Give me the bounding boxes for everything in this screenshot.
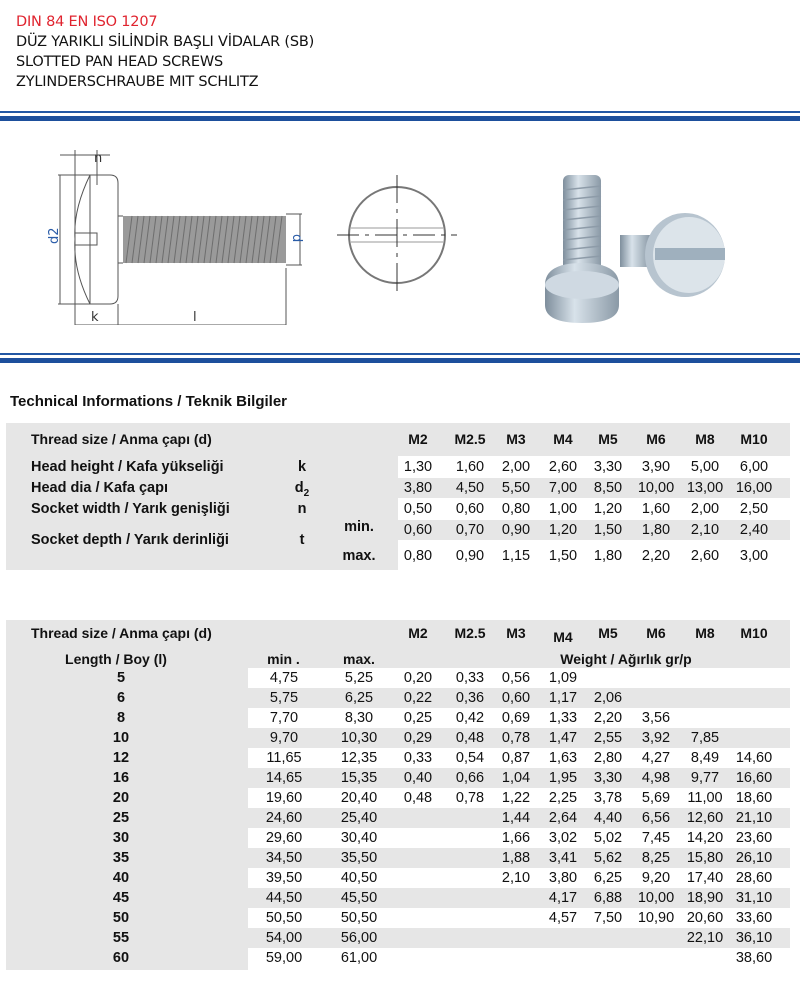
size-column-header: M2.5 — [454, 625, 486, 641]
spec-label: Socket width / Yarık genişliği — [31, 501, 230, 517]
symbol-text: k — [297, 459, 307, 475]
weight-value: 7,85 — [690, 730, 720, 746]
weight-value: 1,04 — [501, 770, 531, 786]
max-header: max. — [343, 651, 375, 667]
length-min: 59,00 — [265, 950, 303, 966]
thread-size-header: Thread size / Anma çapı (d) — [31, 625, 212, 641]
weight-value: 33,60 — [735, 910, 773, 926]
length-value: 60 — [112, 950, 130, 966]
weight-row — [6, 728, 790, 748]
spec-value: 1,50 — [548, 548, 578, 564]
min-header: min . — [267, 651, 300, 667]
length-min: 24,60 — [265, 810, 303, 826]
length-max: 50,50 — [340, 910, 378, 926]
weight-value: 0,66 — [455, 770, 485, 786]
weight-value: 1,22 — [501, 790, 531, 806]
spec-value: 0,90 — [501, 522, 531, 538]
size-column-header: M3 — [506, 625, 526, 641]
standard-code: DIN 84 EN ISO 1207 — [16, 14, 158, 30]
spec-row — [6, 498, 790, 518]
weight-row — [6, 928, 790, 948]
spec-value: 6,00 — [739, 459, 769, 475]
weight-value: 11,00 — [687, 790, 723, 806]
length-max: 20,40 — [340, 790, 378, 806]
weight-value: 1,95 — [548, 770, 578, 786]
weight-table — [6, 620, 790, 970]
weight-value: 4,40 — [593, 810, 623, 826]
spec-symbol — [290, 499, 314, 519]
weight-value: 9,20 — [641, 870, 671, 886]
length-max: 56,00 — [340, 930, 378, 946]
size-column-header: M2 — [408, 625, 428, 641]
weight-value: 2,64 — [548, 810, 578, 826]
length-min: 44,50 — [265, 890, 303, 906]
spec-value: 13,00 — [686, 480, 724, 496]
weight-row — [6, 808, 790, 828]
weight-value: 0,42 — [455, 710, 485, 726]
length-max: 35,50 — [340, 850, 378, 866]
weight-row — [6, 908, 790, 928]
spec-value: 0,70 — [455, 522, 485, 538]
spec-value: 3,00 — [739, 548, 769, 564]
weight-value: 21,10 — [735, 810, 773, 826]
weight-value: 3,92 — [641, 730, 671, 746]
product-photo — [535, 155, 745, 330]
spec-value: 3,90 — [641, 459, 671, 475]
weight-value: 0,54 — [455, 750, 485, 766]
weight-value: 7,45 — [641, 830, 671, 846]
weight-value: 3,02 — [548, 830, 578, 846]
label-k: k — [91, 310, 99, 325]
length-max: 12,35 — [340, 750, 378, 766]
weight-value: 1,33 — [548, 710, 578, 726]
document-header — [16, 12, 314, 92]
weight-value: 0,56 — [501, 670, 531, 686]
weight-value: 2,55 — [593, 730, 623, 746]
spec-value: 1,00 — [548, 501, 578, 517]
size-column-header: M10 — [740, 431, 768, 447]
weight-value: 8,25 — [641, 850, 671, 866]
weight-value: 4,27 — [641, 750, 671, 766]
weight-value: 2,06 — [593, 690, 623, 706]
weight-value: 0,48 — [403, 790, 433, 806]
weight-value: 3,80 — [548, 870, 578, 886]
weight-value: 0,29 — [403, 730, 433, 746]
weight-value: 23,60 — [735, 830, 773, 846]
size-column-header: M4 — [553, 431, 573, 447]
label-l: l — [193, 310, 197, 325]
weight-row — [6, 768, 790, 788]
spec-value: 5,50 — [501, 480, 531, 496]
length-value: 30 — [112, 830, 130, 846]
weight-value: 4,57 — [548, 910, 578, 926]
size-column-header: M2.5 — [454, 431, 486, 447]
weight-value: 0,36 — [455, 690, 485, 706]
spec-value: 8,50 — [593, 480, 623, 496]
weight-value: 2,10 — [501, 870, 531, 886]
size-column-header: M3 — [506, 431, 526, 447]
spec-value: 0,60 — [403, 522, 433, 538]
length-min: 39,50 — [265, 870, 303, 886]
spec-row — [6, 519, 790, 548]
weight-value: 0,33 — [455, 670, 485, 686]
weight-value: 6,25 — [593, 870, 623, 886]
weight-value: 31,10 — [735, 890, 773, 906]
spec-value: 7,00 — [548, 480, 578, 496]
spec-row — [6, 477, 790, 497]
weight-value: 0,60 — [501, 690, 531, 706]
size-column-header: M6 — [646, 431, 666, 447]
spec-value: 4,50 — [455, 480, 485, 496]
weight-value: 14,20 — [686, 830, 724, 846]
weight-value: 18,60 — [735, 790, 773, 806]
length-max: 25,40 — [340, 810, 378, 826]
weight-value: 5,62 — [593, 850, 623, 866]
weight-value: 1,88 — [501, 850, 531, 866]
header-divider — [0, 111, 800, 121]
weight-value: 2,80 — [593, 750, 623, 766]
length-max: 15,35 — [340, 770, 378, 786]
spec-value: 1,20 — [593, 501, 623, 517]
length-max: 40,50 — [340, 870, 378, 886]
weight-value: 0,25 — [403, 710, 433, 726]
title-turkish: DÜZ YARIKLI SİLİNDİR BAŞLI VİDALAR (SB) — [16, 34, 315, 50]
drawing-divider — [0, 353, 800, 363]
spec-qualifier: min. — [344, 519, 374, 535]
weight-header: Weight / Ağırlık gr/p — [560, 651, 692, 667]
length-value: 16 — [112, 770, 130, 786]
length-min: 50,50 — [265, 910, 303, 926]
size-column-header: M2 — [408, 431, 428, 447]
spec-value: 2,00 — [690, 501, 720, 517]
thread-size-header: Thread size / Anma çapı (d) — [31, 431, 212, 447]
weight-value: 1,66 — [501, 830, 531, 846]
size-column-header: M8 — [695, 431, 715, 447]
length-min: 19,60 — [265, 790, 303, 806]
weight-row — [6, 828, 790, 848]
weight-value: 4,17 — [548, 890, 578, 906]
spec-value: 1,20 — [548, 522, 578, 538]
length-value: 35 — [112, 850, 130, 866]
length-value: 8 — [116, 710, 126, 726]
spec-value: 2,10 — [690, 522, 720, 538]
weight-value: 20,60 — [686, 910, 724, 926]
spec-row — [6, 456, 790, 476]
weight-value: 15,80 — [686, 850, 724, 866]
weight-value: 5,02 — [593, 830, 623, 846]
spec-value: 1,60 — [455, 459, 485, 475]
weight-value: 6,88 — [593, 890, 623, 906]
weight-value: 5,69 — [641, 790, 671, 806]
length-value: 25 — [112, 810, 130, 826]
weight-value: 1,17 — [548, 690, 578, 706]
label-d: d — [289, 234, 304, 243]
length-max: 45,50 — [340, 890, 378, 906]
length-value: 12 — [112, 750, 130, 766]
spec-row — [6, 540, 790, 564]
spec-value: 0,90 — [455, 548, 485, 564]
length-min: 29,60 — [265, 830, 303, 846]
weight-value: 10,00 — [637, 890, 675, 906]
weight-value: 7,50 — [593, 910, 623, 926]
weight-value: 16,60 — [735, 770, 773, 786]
spec-value: 1,30 — [403, 459, 433, 475]
length-min: 34,50 — [265, 850, 303, 866]
weight-value: 17,40 — [686, 870, 724, 886]
spec-value: 2,20 — [641, 548, 671, 564]
size-column-header: M5 — [598, 625, 618, 641]
length-value: 6 — [116, 690, 126, 706]
spec-qualifier: max. — [342, 548, 376, 564]
weight-row — [6, 848, 790, 868]
length-min: 9,70 — [269, 730, 299, 746]
weight-value: 1,47 — [548, 730, 578, 746]
length-min: 5,75 — [269, 690, 299, 706]
length-max: 10,30 — [340, 730, 378, 746]
length-min: 14,65 — [265, 770, 303, 786]
weight-value: 2,20 — [593, 710, 623, 726]
symbol-text: n — [297, 501, 307, 517]
length-max: 61,00 — [340, 950, 378, 966]
spec-value: 2,50 — [739, 501, 769, 517]
length-value: 10 — [112, 730, 130, 746]
weight-row — [6, 948, 790, 968]
weight-value: 3,56 — [641, 710, 671, 726]
size-column-header: M8 — [695, 625, 715, 641]
size-column-header: M6 — [646, 625, 666, 641]
weight-value: 4,98 — [641, 770, 671, 786]
weight-value: 36,10 — [735, 930, 773, 946]
weight-value: 9,77 — [690, 770, 720, 786]
length-value: 55 — [112, 930, 130, 946]
weight-row — [6, 868, 790, 888]
weight-value: 38,60 — [735, 950, 773, 966]
weight-value: 0,69 — [501, 710, 531, 726]
title-german: ZYLINDERSCHRAUBE MIT SCHLITZ — [16, 74, 259, 90]
symbol-text: t — [299, 532, 305, 548]
weight-value: 0,22 — [403, 690, 433, 706]
length-max: 8,30 — [344, 710, 374, 726]
weight-value: 14,60 — [735, 750, 773, 766]
weight-value: 12,60 — [686, 810, 724, 826]
length-value: 40 — [112, 870, 130, 886]
spec-value: 16,00 — [735, 480, 773, 496]
technical-specs-table — [6, 423, 790, 570]
spec-value: 1,80 — [593, 548, 623, 564]
section-title: Technical Informations / Teknik Bilgiler — [10, 393, 288, 410]
spec-value: 5,00 — [690, 459, 720, 475]
spec-value: 2,60 — [548, 459, 578, 475]
weight-value: 22,10 — [686, 930, 724, 946]
weight-value: 0,78 — [455, 790, 485, 806]
label-n: n — [94, 151, 103, 166]
weight-row — [6, 688, 790, 708]
weight-value: 0,48 — [455, 730, 485, 746]
weight-value: 0,20 — [403, 670, 433, 686]
weight-row — [6, 788, 790, 808]
length-value: 45 — [112, 890, 130, 906]
spec-value: 0,80 — [403, 548, 433, 564]
length-value: 50 — [112, 910, 130, 926]
size-column-header: M5 — [598, 431, 618, 447]
length-max: 6,25 — [344, 690, 374, 706]
length-min: 54,00 — [265, 930, 303, 946]
length-value: 5 — [116, 670, 126, 686]
weight-value: 2,25 — [548, 790, 578, 806]
length-value: 20 — [112, 790, 130, 806]
weight-value: 1,44 — [501, 810, 531, 826]
size-column-header: M4 — [553, 629, 573, 645]
spec-value: 0,80 — [501, 501, 531, 517]
weight-value: 1,09 — [548, 670, 578, 686]
weight-value: 10,90 — [637, 910, 675, 926]
length-max: 5,25 — [344, 670, 374, 686]
weight-value: 0,87 — [501, 750, 531, 766]
spec-symbol — [290, 457, 314, 477]
title-english: SLOTTED PAN HEAD SCREWS — [16, 54, 224, 70]
weight-row — [6, 748, 790, 768]
weight-value: 0,40 — [403, 770, 433, 786]
weight-value: 3,78 — [593, 790, 623, 806]
length-header: Length / Boy (l) — [65, 651, 167, 667]
spec-value: 1,60 — [641, 501, 671, 517]
spec-value: 0,60 — [455, 501, 485, 517]
spec-value: 1,15 — [501, 548, 531, 564]
length-min: 7,70 — [269, 710, 299, 726]
length-max: 30,40 — [340, 830, 378, 846]
weight-value: 1,63 — [548, 750, 578, 766]
symbol-subscript: 2 — [303, 487, 310, 499]
spec-label: Socket depth / Yarık derinliği — [31, 532, 229, 548]
spec-value: 2,00 — [501, 459, 531, 475]
weight-value: 0,78 — [501, 730, 531, 746]
spec-value: 10,00 — [637, 480, 675, 496]
spec-label: Head height / Kafa yükseliği — [31, 459, 224, 475]
spec-value: 2,60 — [690, 548, 720, 564]
spec-label: Head dia / Kafa çapı — [31, 480, 168, 496]
weight-value: 8,49 — [690, 750, 720, 766]
side-view-drawing — [40, 150, 330, 325]
weight-value: 26,10 — [735, 850, 773, 866]
symbol-text: d — [294, 480, 304, 496]
spec-value: 1,50 — [593, 522, 623, 538]
weight-value: 3,30 — [593, 770, 623, 786]
weight-row — [6, 708, 790, 728]
weight-value: 6,56 — [641, 810, 671, 826]
spec-value: 0,50 — [403, 501, 433, 517]
spec-value: 3,80 — [403, 480, 433, 496]
length-min: 11,65 — [266, 750, 302, 766]
spec-value: 2,40 — [739, 522, 769, 538]
spec-value: 3,30 — [593, 459, 623, 475]
spec-value: 1,80 — [641, 522, 671, 538]
size-column-header: M10 — [740, 625, 768, 641]
label-d2: d2 — [47, 227, 62, 244]
weight-value: 0,33 — [403, 750, 433, 766]
weight-value: 18,90 — [686, 890, 724, 906]
weight-value: 3,41 — [548, 850, 578, 866]
weight-row — [6, 668, 790, 688]
top-view-drawing — [335, 175, 460, 295]
weight-value: 28,60 — [735, 870, 773, 886]
length-min: 4,75 — [269, 670, 299, 686]
weight-row — [6, 888, 790, 908]
